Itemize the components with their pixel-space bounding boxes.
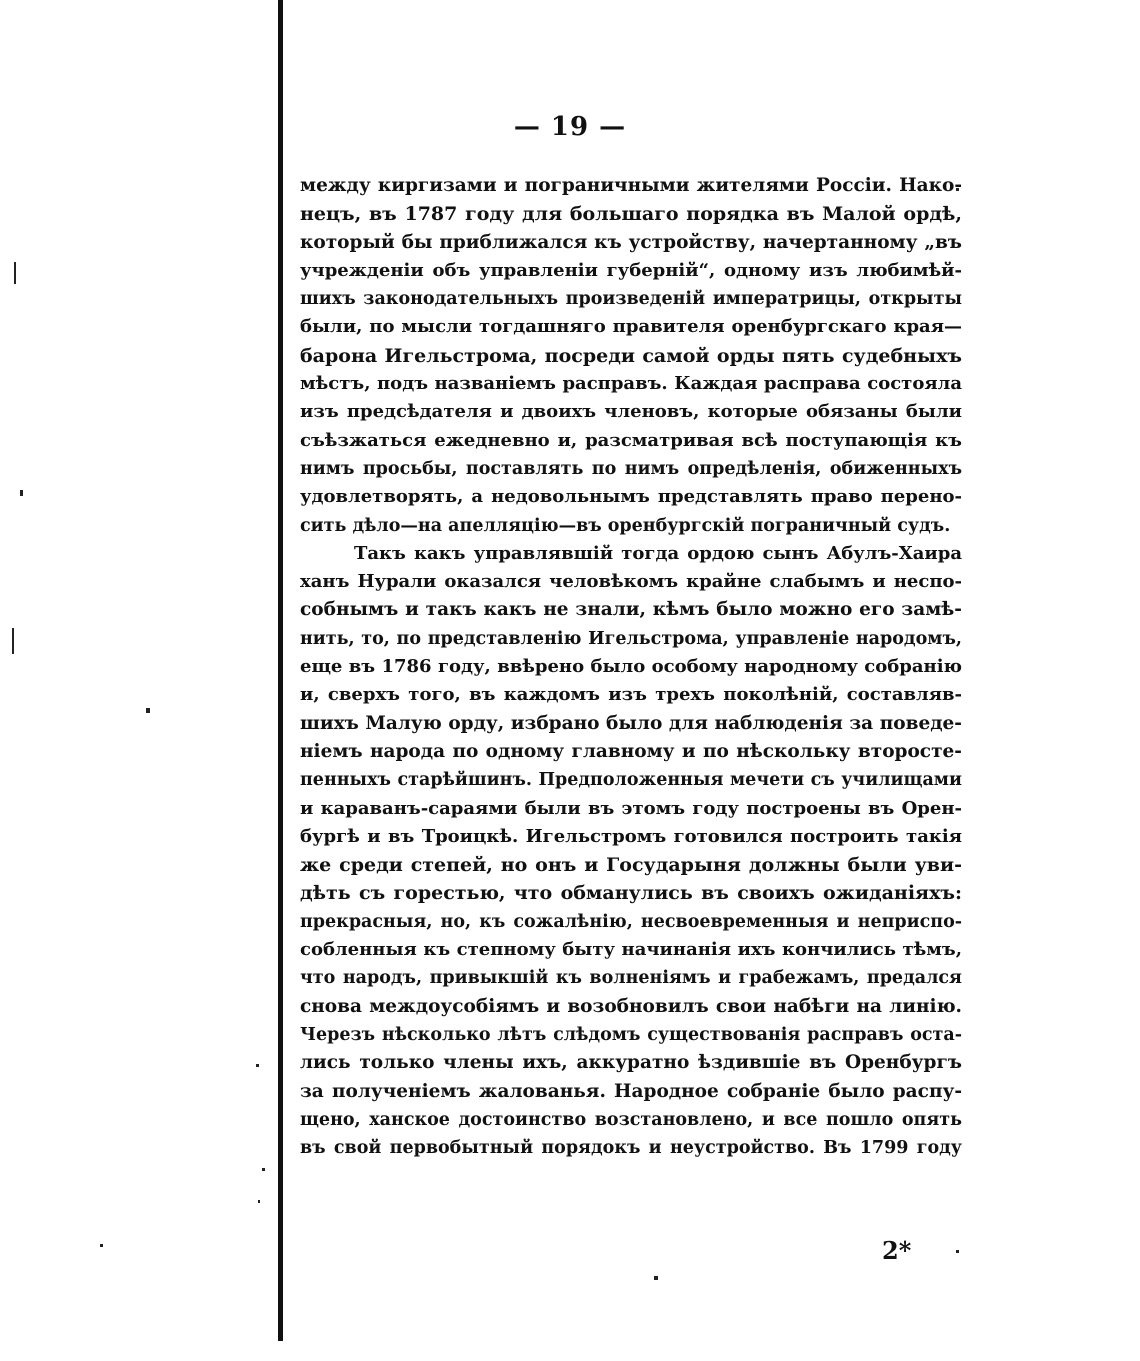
text-line: барона Игельстрома, посреди самой орды пять судебныхъ	[300, 344, 962, 367]
text-line: собленныя къ степному быту начинанія ихъ кончились тѣмъ,	[300, 939, 962, 961]
text-line: ханъ Нурали оказался человѣкомъ крайне слабымъ и неспо-	[300, 571, 962, 593]
text-line: дѣть съ горестью, что обманулись въ своихъ ожиданіяхъ:	[300, 882, 962, 905]
page-number: — 19 —	[513, 112, 627, 142]
signature-mark: 2*	[882, 1236, 912, 1265]
scan-speck	[12, 628, 14, 654]
text-line: съѣзжаться ежедневно и, разсматривая всѣ поступающія къ	[300, 429, 962, 451]
body-text	[300, 172, 962, 1162]
text-line: бургѣ и въ Троицкѣ. Игельстромъ готовился построить такія	[300, 825, 962, 847]
text-line: лись только члены ихъ, аккуратно ѣздившіе въ Оренбургъ	[300, 1052, 962, 1074]
text-line: мѣстъ, подъ названіемъ расправъ. Каждая расправа состояла	[300, 373, 962, 395]
text-line: и караванъ-сараями были въ этомъ году построены въ Орен-	[300, 797, 962, 819]
text-line: прекрасныя, но, къ сожалѣнію, несвоевременныя и неприспо-	[300, 911, 962, 932]
binding-rule	[278, 0, 283, 1341]
text-line: который бы приближался къ устройству, начертанному „въ	[300, 231, 962, 253]
text-line: удовлетворять, а недовольнымъ представлять право перено-	[300, 486, 962, 508]
text-line: Черезъ нѣсколько лѣтъ слѣдомъ существованія расправъ оста-	[300, 1024, 962, 1045]
scan-speck	[146, 708, 150, 713]
text-line: учрежденіи объ управленіи губерній“, одному изъ любимѣй-	[300, 259, 962, 281]
scan-speck	[262, 1168, 265, 1171]
text-line: снова междоусобіямъ и возобновилъ свои набѣги на линію.	[300, 995, 962, 1017]
scan-speck	[14, 262, 16, 284]
text-line: нимъ просьбы, поставлять по нимъ опредѣленія, обиженныхъ	[300, 458, 962, 479]
text-line: собнымъ и такъ какъ не знали, кѣмъ было можно его замѣ-	[300, 599, 962, 621]
scan-speck	[258, 1200, 260, 1203]
scan-speck	[20, 490, 23, 496]
text-line: шихъ законодательныхъ произведеній императрицы, открыты	[300, 289, 962, 310]
text-line: сить дѣло—на апелляцію—въ оренбургскій пограничный судъ.	[300, 515, 951, 536]
scan-speck	[100, 1244, 103, 1247]
scan-speck	[956, 1250, 959, 1253]
text-line: же среди степей, но онъ и Государыня должны были уви-	[300, 854, 962, 877]
text-line: Такъ какъ управлявшій тогда ордою сынъ Абулъ-Хаира	[354, 542, 962, 564]
text-line: нецъ, въ 1787 году для большаго порядка въ Малой ордѣ,	[300, 203, 962, 226]
scan-speck	[654, 1276, 658, 1280]
text-line: шихъ Малую орду, избрано было для наблюденія за поведе-	[300, 712, 962, 734]
text-line: между киргизами и пограничными жителями Россіи. Нако-	[300, 175, 962, 196]
text-line: щено, ханское достоинство возстановлено, и все пошло опять	[300, 1109, 962, 1130]
scan-speck	[256, 1064, 259, 1067]
text-line: пенныхъ старѣйшинъ. Предположенныя мечети съ училищами	[300, 770, 962, 791]
text-line: за полученіемъ жалованья. Народное собраніе было распу-	[300, 1080, 962, 1102]
text-line: нить, то, по представленію Игельстрома, управленіе народомъ,	[300, 628, 962, 649]
text-line: и, сверхъ того, въ каждомъ изъ трехъ поколѣній, составляв-	[300, 684, 962, 706]
text-line: въ свой первобытный порядокъ и неустройство. Въ 1799 году	[300, 1138, 962, 1159]
text-line: еще въ 1786 году, ввѣрено было особому народному собранію	[300, 656, 962, 678]
text-line: что народъ, привыкшій къ волненіямъ и грабежамъ, предался	[300, 968, 962, 989]
text-line: изъ предсѣдателя и двоихъ членовъ, которые обязаны были	[300, 401, 962, 423]
text-line: были, по мысли тогдашняго правителя оренбургскаго края—	[300, 316, 962, 338]
text-line: ніемъ народа по одному главному и по нѣскольку второсте-	[300, 740, 962, 762]
